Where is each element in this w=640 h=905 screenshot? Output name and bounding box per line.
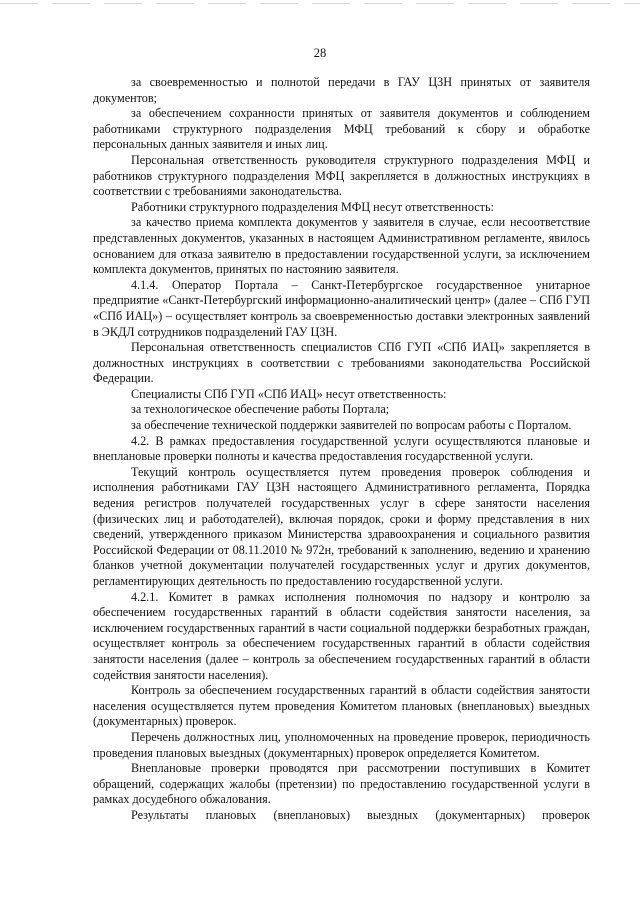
paragraph: Внеплановые проверки проводятся при рассмотрении поступивших в Комитет обращений, содержащих жалобы (претензии) по предоставлению государственной услуги в рамках досудебного обжалования. <box>93 761 590 807</box>
paragraph: Текущий контроль осуществляется путем проведения проверок соблюдения и исполнения работниками ГАУ ЦЗН настоящего Административного регламента, Порядка ведения регистров получателей государственных услуг в сфере занятости населения (физических лиц и работодателей), включая порядок, сроки и форму представления в них сведений, утвержденного приказом Министерства здравоохранения и социального развития Российской Федерации от 08.11.2010 № 972н, требований к заполнению, ведению и хранению бланков учетной документации получателей государственных услуг и других документов, регламентирующих деятельность по предоставлению государственной услуги. <box>93 464 590 588</box>
scan-artifact-line <box>0 3 640 4</box>
paragraph: 4.2. В рамках предоставления государственной услуги осуществляются плановые и внеплановые проверки полноты и качества предоставления государственной услуги. <box>93 433 590 464</box>
paragraph: 4.2.1. Комитет в рамках исполнения полномочия по надзору и контролю за обеспечением государственных гарантий в области содействия занятости населения, за исключением государственных гарантий в части социальной поддержки безработных граждан, осуществляет контроль за обеспечением государственных гарантий в области содействия занятости населения (далее – контроль за обеспечением государственных гарантий в области содействия занятости населения). <box>93 589 590 682</box>
paragraph: Персональная ответственность руководителя структурного подразделения МФЦ и работников структурного подразделения МФЦ закрепляется в должностных инструкциях в соответствии с требованиями законодательства. <box>93 152 590 199</box>
paragraph: Контроль за обеспечением государственных гарантий в области содействия занятости населения осуществляется путем проведения Комитетом плановых (внеплановых) выездных (документарных) проверок. <box>93 683 590 729</box>
paragraph: Специалисты СПб ГУП «СПб ИАЦ» несут ответственность: <box>131 386 447 401</box>
paragraph: Перечень должностных лиц, уполномоченных на проведение проверок, периодичность проведения плановых выездных (документарных) проверок определяется Комитетом. <box>93 729 590 760</box>
paragraph: за обеспечением сохранности принятых от заявителя документов и соблюдением работниками структурного подразделения МФЦ требований к сбору и обработке персональных данных заявителя и иных лиц. <box>93 106 590 152</box>
paragraph: за обеспечение технической поддержки заявителей по вопросам работы с Порталом. <box>131 418 572 433</box>
document-body <box>93 75 590 824</box>
paragraph: за своевременностью и полнотой передачи в ГАУ ЦЗН принятых от заявителя документов; <box>93 75 590 105</box>
paragraph: 4.1.4. Оператор Портала – Санкт-Петербургское государственное унитарное предприятие «Санкт-Петербургский информационно-аналитический центр» (далее – СПб ГУП «СПб ИАЦ») – осуществляет контроль за своевременностью доставки электронных заявлений в ЭКДЛ сотрудников подразделений ГАУ ЦЗН. <box>93 277 590 339</box>
paragraph: Персональная ответственность специалистов СПб ГУП «СПб ИАЦ» закрепляется в должностных инструкциях в соответствии с требованиями законодательства Российской Федерации. <box>93 340 590 386</box>
paragraph: Работники структурного подразделения МФЦ несут ответственность: <box>131 199 494 214</box>
page-number: 28 <box>313 46 327 60</box>
paragraph: за качество приема комплекта документов у заявителя в случае, если несоответствие представленных документов, указанных в настоящем Административном регламенте, явилось основанием для отказа заявителю в предоставлении государственной услуги, за исключением комплекта документов, принятых по настоянию заявителя. <box>93 215 590 277</box>
paragraph: за технологическое обеспечение работы Портала; <box>131 402 390 417</box>
paragraph: Результаты плановых (внеплановых) выездных (документарных) проверок <box>131 807 590 822</box>
